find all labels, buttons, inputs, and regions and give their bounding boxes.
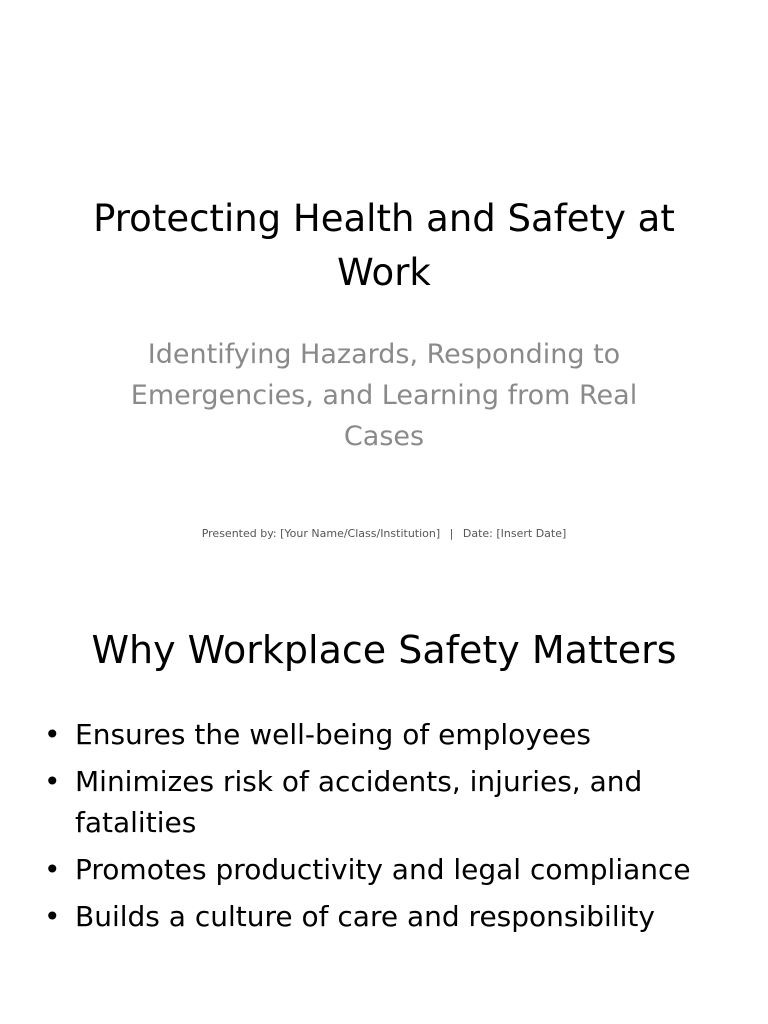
content-slide <box>0 576 768 1024</box>
presented-by-text: Presented by: [Your Name/Class/Institution] <box>201 527 441 540</box>
presenter-info <box>0 526 768 542</box>
date-text: Date: [Insert Date] <box>462 527 567 540</box>
bullet-text: Promotes productivity and legal compliance <box>75 853 691 886</box>
slide-heading: Why Workplace Safety Matters <box>91 628 677 672</box>
slide-title: Protecting Health and Safety at Work <box>93 197 675 294</box>
slide-subtitle: Identifying Hazards, Responding to Emergencies, and Learning from Real Cases <box>130 339 638 452</box>
bullet-item <box>40 761 720 843</box>
bullet-item <box>40 896 720 937</box>
bullet-icon: • <box>44 765 61 798</box>
separator: | <box>449 527 454 540</box>
bullet-list <box>40 714 720 943</box>
bullet-item <box>40 849 720 890</box>
bullet-text: Ensures the well-being of employees <box>75 718 591 751</box>
bullet-icon: • <box>44 853 61 886</box>
bullet-icon: • <box>44 718 61 751</box>
bullet-icon: • <box>44 900 61 933</box>
bullet-text: Builds a culture of care and responsibility <box>75 900 655 933</box>
bullet-text: Minimizes risk of accidents, injuries, and fatalities <box>75 765 643 839</box>
bullet-item <box>40 714 720 755</box>
